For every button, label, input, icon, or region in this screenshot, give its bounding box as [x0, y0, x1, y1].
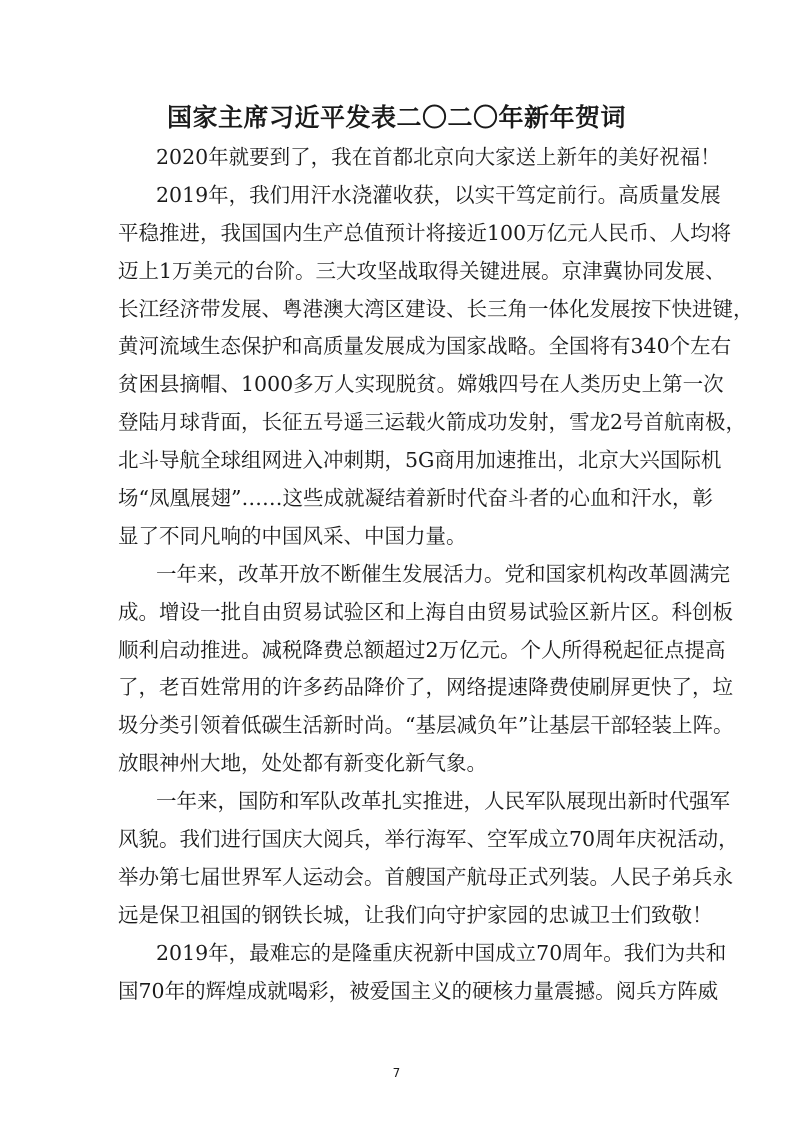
text-line: 一年来，国防和军队改革扎实推进，人民军队展现出新时代强军 [156, 789, 730, 814]
text-line: 风貌。我们进行国庆大阅兵，举行海军、空军成立70周年庆祝活动， [118, 827, 739, 852]
text-line: 2019年，我们用汗水浇灌收获，以实干笃定前行。高质量发展 [156, 182, 721, 207]
text-line: 了，老百姓常用的许多药品降价了，网络提速降费使刷屏更快了，垃 [118, 675, 733, 700]
text-line: 黄河流域生态保护和高质量发展成为国家战略。全国将有340个左右 [118, 334, 732, 359]
text-line: 国70年的辉煌成就喝彩，被爱国主义的硬核力量震撼。阅兵方阵威 [118, 978, 719, 1003]
document-body [118, 139, 754, 1010]
text-line: 贫困县摘帽、1000多万人实现脱贫。嫦娥四号在人类历史上第一次 [118, 372, 724, 397]
text-line: 长江经济带发展、粤港澳大湾区建设、长三角一体化发展按下快进键， [118, 296, 754, 321]
text-line: 远是保卫祖国的钢铁长城，让我们向守护家园的忠诚卫士们致敬！ [118, 902, 713, 927]
text-line: 一年来，改革开放不断催生发展活力。党和国家机构改革圆满完 [156, 561, 730, 586]
text-line: 2019年，最难忘的是隆重庆祝新中国成立70周年。我们为共和 [156, 940, 727, 965]
text-line: 2020年就要到了，我在首都北京向大家送上新年的美好祝福！ [156, 145, 721, 169]
text-line: 举办第七届世界军人运动会。首艘国产航母正式列装。人民子弟兵永 [118, 864, 733, 889]
text-line: 迈上1万美元的台阶。三大攻坚战取得关键进展。京津冀协同发展、 [118, 258, 726, 283]
text-line: 圾分类引领着低碳生活新时尚。“基层减负年”让基层干部轻装上阵。 [118, 713, 734, 738]
text-line: 场“凤凰展翅”……这些成就凝结着新时代奋斗者的心血和汗水，彰 [118, 486, 713, 511]
text-line: 显了不同凡响的中国风采、中国力量。 [118, 523, 467, 548]
page-number: 7 [392, 1066, 401, 1080]
text-line: 登陆月球背面，长征五号遥三运载火箭成功发射，雪龙2号首航南极， [118, 410, 747, 435]
document-title: 国家主席习近平发表二〇二〇年新年贺词 [166, 103, 626, 132]
text-line: 平稳推进，我国国内生产总值预计将接近100万亿元人民币、人均将 [118, 220, 732, 245]
text-line: 顺利启动推进。减税降费总额超过2万亿元。个人所得税起征点提高 [118, 637, 726, 662]
text-line: 放眼神州大地，处处都有新变化新气象。 [118, 751, 487, 776]
text-line: 成。增设一批自由贸易试验区和上海自由贸易试验区新片区。科创板 [118, 599, 733, 624]
text-line: 北斗导航全球组网进入冲刺期，5G商用加速推出，北京大兴国际机 [118, 448, 722, 473]
